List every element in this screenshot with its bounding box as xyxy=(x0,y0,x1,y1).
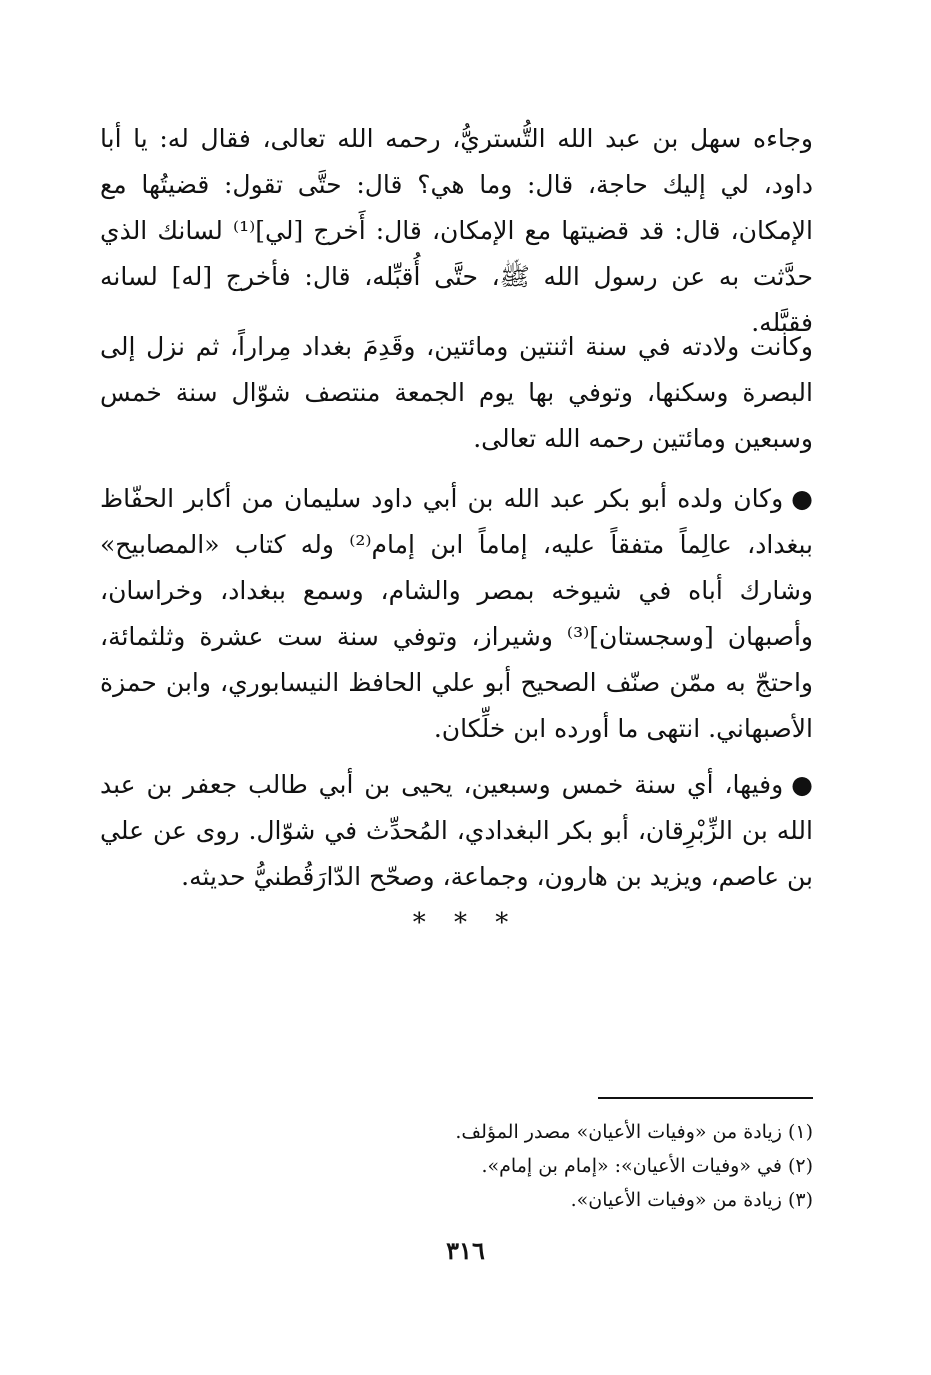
paragraph-4-text: وفيها، أي سنة خمس وسبعين، يحيى بن أبي طالب جعفر بن عبد الله بن الزِّبْرِقان، أبو بكر البغدادي، المُحدِّث في شوّال. روى عن علي بن عاصم، ويزيد بن هارون، وجماعة، وصحّح الدّارَقُطنيُّ حديثه. xyxy=(100,770,813,891)
bullet-icon: ● xyxy=(791,770,813,799)
paragraph-2 xyxy=(100,324,813,462)
paragraph-1-text: وجاءه سهل بن عبد الله التُّستريُّ، رحمه الله تعالى، فقال له: يا أبا داود، لي إليك حاجة، قال: وما هي؟ قال: حتَّى تقول: قضيتُها مع الإمكان، قال: قد قضيتها مع الإمكان، قال: أَخرج [لي]⁽¹⁾ لسانك الذي حدَّثت به عن رسول الله ﷺ، حتَّى أُقبِّله، قال: فأخرج [له] لسانه فقبَّله. xyxy=(100,124,813,337)
page-number: ٣١٦ xyxy=(446,1236,485,1265)
bullet-icon: ● xyxy=(791,484,813,513)
paragraph-3 xyxy=(100,476,813,752)
section-separator: * * * xyxy=(412,908,519,938)
footnote-divider xyxy=(598,1097,813,1099)
paragraph-2-text: وكانت ولادته في سنة اثنتين ومائتين، وقَدِمَ بغداد مِراراً، ثم نزل إلى البصرة وسكنها، وتوفي بها يوم الجمعة منتصف شوّال سنة خمس وسبعين ومائتين رحمه الله تعالى. xyxy=(100,332,813,453)
footnote-1: (١) زيادة من «وفيات الأعيان» مصدر المؤلف. xyxy=(455,1121,813,1143)
footnotes-list xyxy=(380,1115,813,1217)
footnote-2: (٢) في «وفيات الأعيان»: «إمام بن إمام». xyxy=(481,1155,813,1177)
paragraph-1 xyxy=(100,116,813,346)
paragraph-3-text: وكان ولده أبو بكر عبد الله بن أبي داود سليمان من أكابر الحفّاظ ببغداد، عالِماً متفقاً عليه، إماماً ابن إمام⁽²⁾ وله كتاب «المصابيح» وشارك أباه في شيوخه بمصر والشام، وسمع ببغداد، وخراسان، وأصبهان [وسجستان]⁽³⁾ وشيراز، وتوفي سنة ست عشرة وثلثمائة، واحتجّ به ممّن صنّف الصحيح أبو علي الحافظ النيسابوري، وابن حمزة الأصبهاني. انتهى ما أورده ابن خلِّكان. xyxy=(100,484,814,743)
paragraph-4 xyxy=(100,762,813,900)
footnote-3: (٣) زيادة من «وفيات الأعيان». xyxy=(570,1189,813,1211)
